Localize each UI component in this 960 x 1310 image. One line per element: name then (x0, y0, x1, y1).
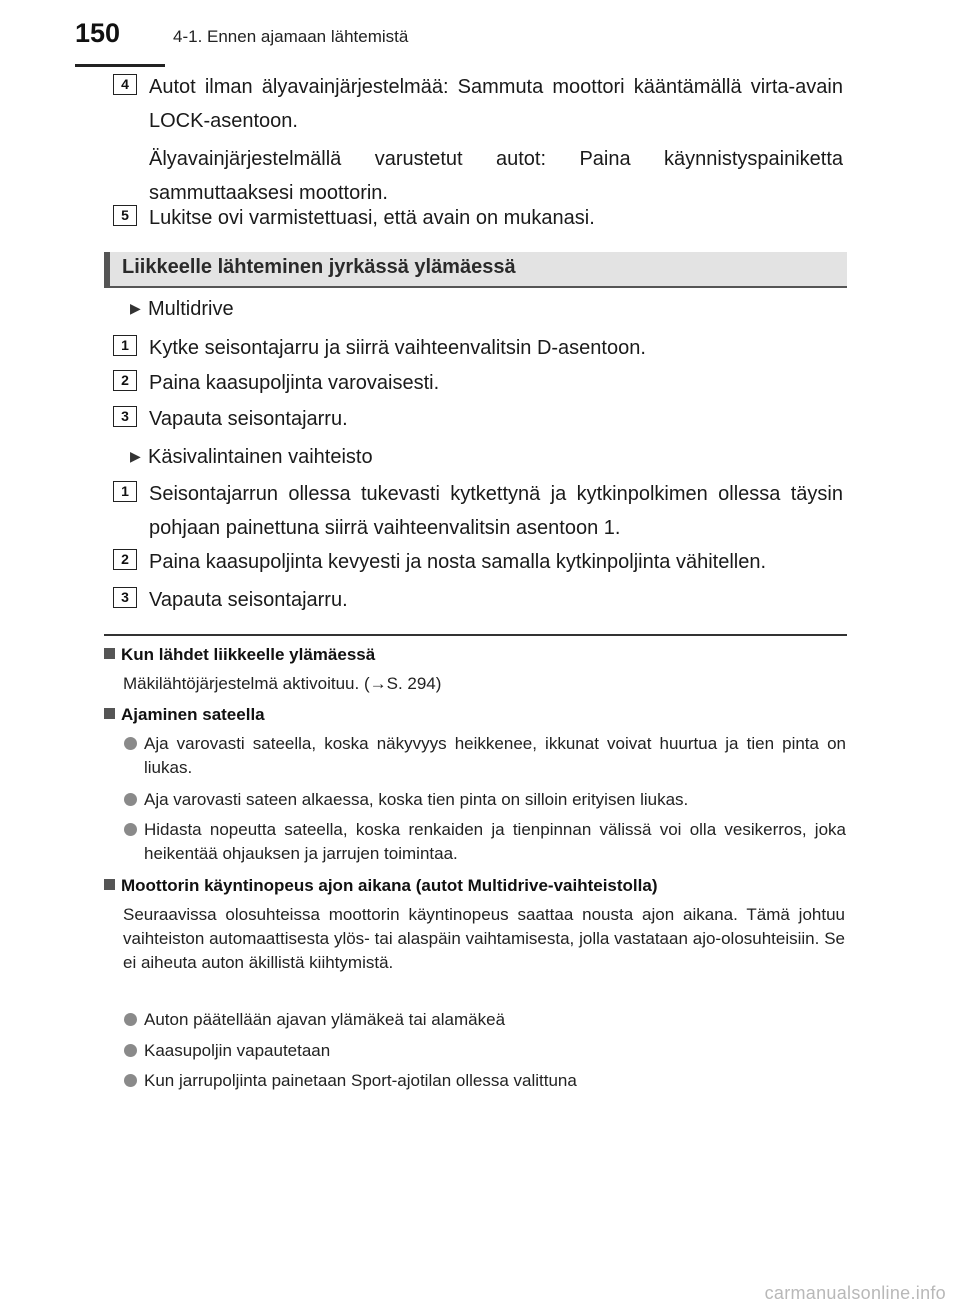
multidrive-step-3 (113, 402, 843, 436)
manual-text: Käsivalintainen vaihteisto (148, 446, 373, 468)
manual-step-1 (113, 477, 843, 545)
manual-step-3 (113, 583, 843, 617)
bullet-text: Kun jarrupoljinta painetaan Sport-ajotilan ollessa valittuna (144, 1071, 577, 1090)
list-item (124, 732, 846, 780)
round-bullet-icon (124, 793, 137, 806)
bullet-text: Aja varovasti sateella, koska näkyvyys heikkenee, ikkunat voivat huurtua ja tien pinta on liukas. (144, 734, 846, 777)
step-badge: 1 (113, 335, 137, 356)
note-heading-text: Moottorin käyntinopeus ajon aikana (autot Multidrive-vaihteistolla) (121, 876, 658, 895)
watermark: carmanualsonline.info (764, 1283, 946, 1303)
step-text: Seisontajarrun ollessa tukevasti kytkettynä ja kytkinpolkimen ollessa täysin pohjaan painettuna siirrä vaihteenvalitsin asentoon 1. (149, 483, 843, 539)
step-badge: 1 (113, 481, 137, 502)
step-text: Älyavainjärjestelmällä varustetut autot: Paina käynnistyspainiketta sammuttaaksesi moottorin. (149, 148, 843, 204)
step-text: Lukitse ovi varmistettuasi, että avain on mukanasi. (149, 207, 595, 229)
bullet-text: Aja varovasti sateen alkaessa, koska tien pinta on silloin erityisen liukas. (144, 790, 689, 809)
step-text: Autot ilman älyavainjärjestelmää: Sammuta moottori kääntämällä virta-avain LOCK-asentoon. (149, 76, 843, 132)
round-bullet-icon (124, 1013, 137, 1026)
step-4 (113, 70, 843, 138)
note-heading-engine-speed (104, 876, 844, 896)
bullet-text: Kaasupoljin vapautetaan (144, 1041, 331, 1060)
bullet-text: Hidasta nopeutta sateella, koska renkaiden ja tienpinnan välissä voi olla vesikerros, joka heikentää ohjauksen ja jarrujen toimintaa. (144, 820, 846, 863)
note-heading-hill-start (104, 645, 844, 665)
note-heading-text: Ajaminen sateella (121, 705, 265, 724)
step-badge: 3 (113, 406, 137, 427)
step-text: Paina kaasupoljinta varovaisesti. (149, 372, 440, 394)
step-text: Paina kaasupoljinta kevyesti ja nosta samalla kytkinpoljinta vähitellen. (149, 551, 767, 573)
triangle-right-icon: ▶ (130, 300, 141, 316)
list-item (124, 1069, 846, 1093)
section-title: Liikkeelle lähteminen jyrkässä ylämäessä (122, 256, 516, 278)
step-4-smart-key (113, 142, 843, 210)
round-bullet-icon (124, 737, 137, 750)
triangle-right-icon: ▶ (130, 448, 141, 464)
multidrive-label (130, 293, 830, 324)
step-text: Vapauta seisontajarru. (149, 589, 348, 611)
square-bullet-icon (104, 708, 115, 719)
list-item (124, 788, 846, 812)
list-item (124, 1039, 846, 1063)
step-badge: 4 (113, 74, 137, 95)
step-5 (113, 201, 843, 235)
square-bullet-icon (104, 879, 115, 890)
page-number: 150 (75, 18, 121, 48)
list-item (124, 1008, 846, 1032)
chapter-title: 4-1. Ennen ajamaan lähtemistä (173, 27, 409, 46)
multidrive-text: Multidrive (148, 298, 234, 320)
round-bullet-icon (124, 1074, 137, 1087)
step-text: Vapauta seisontajarru. (149, 408, 348, 430)
section-bar-accent (104, 252, 110, 286)
section-heading-bar (104, 252, 847, 288)
note-paragraph: Seuraavissa olosuhteissa moottorin käyntinopeus saattaa nousta ajon aikana. Tämä johtuu vaihteiston automaattisesta ylös- tai alaspäin vaihtamisesta, jolla vastataan ajo-olosuhteisiin. Se ei aiheuta auton äkillistä kiihtymistä. (123, 905, 845, 972)
step-badge: 2 (113, 549, 137, 570)
header-rule (75, 64, 165, 67)
multidrive-step-2 (113, 366, 843, 400)
manual-step-2 (113, 545, 843, 579)
step-text: Kytke seisontajarru ja siirrä vaihteenvalitsin D-asentoon. (149, 337, 646, 359)
step-badge: 5 (113, 205, 137, 226)
round-bullet-icon (124, 1044, 137, 1057)
multidrive-step-1 (113, 331, 843, 365)
step-badge: 3 (113, 587, 137, 608)
square-bullet-icon (104, 648, 115, 659)
bullet-text: Auton päätellään ajavan ylämäkeä tai alamäkeä (144, 1010, 506, 1029)
step-badge: 2 (113, 370, 137, 391)
notes-divider (104, 634, 847, 636)
manual-label (130, 441, 830, 472)
round-bullet-icon (124, 823, 137, 836)
list-item (124, 818, 846, 866)
note-paragraph: Mäkilähtöjärjestelmä aktivoituu. (→S. 294) (123, 674, 442, 693)
note-heading-rain (104, 705, 844, 725)
note-heading-text: Kun lähdet liikkeelle ylämäessä (121, 645, 376, 664)
